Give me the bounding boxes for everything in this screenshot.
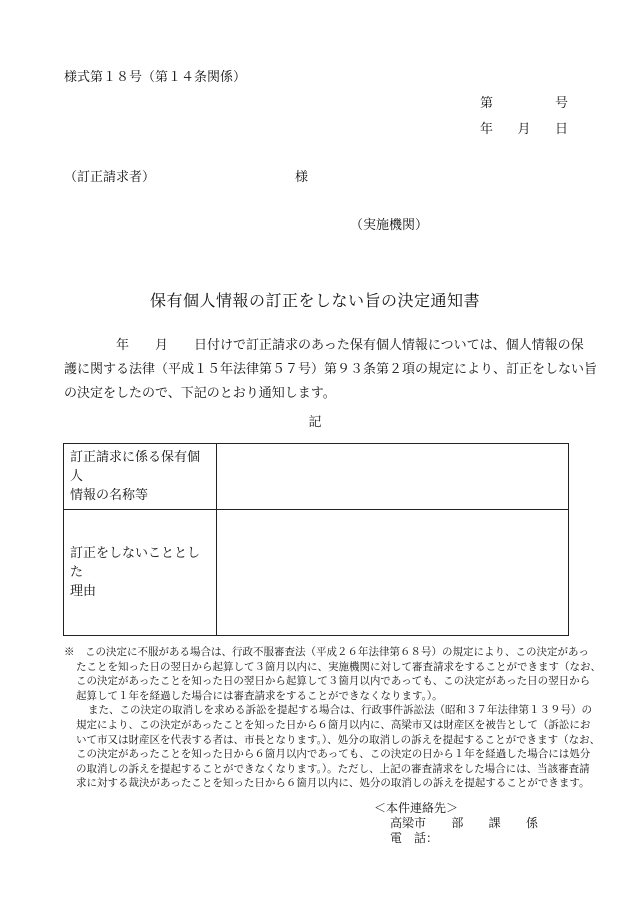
note-line: ※ この決定に不服がある場合は、行政不服審査法（平成２６年法律第６８号）の規定により、この決定があっ <box>64 646 589 658</box>
note-line: また、この決定の取消しを求める訴訟を提起する場合は、行政事件訴訟法（昭和３７年法律第１３９号）の <box>88 704 592 717</box>
label-line: 訂正請求に係る保有個人 <box>70 450 201 484</box>
ki-heading: 記 <box>308 415 322 430</box>
document-number-prefix: 第 <box>480 96 494 111</box>
contact-ka: 課 <box>488 816 501 830</box>
note-line: 規定により、この決定があったことを知った日から６箇月以内に、高梁市又は財産区を被告として（訴訟にお <box>76 718 591 731</box>
form-number: 様式第１８号（第１４条関係） <box>64 70 247 85</box>
date-year: 年 <box>480 122 494 137</box>
notes <box>64 645 601 791</box>
label-line: 訂正をしないこととした <box>70 546 201 580</box>
note-line: たことを知った日の翌日から起算して３箇月以内に、実施機関に対して審査請求をすることができます（なお、 <box>76 660 601 673</box>
date-day: 日 <box>554 122 568 137</box>
note-line: この決定があったことを知った日の翌日から起算して３箇月以内であっても、この決定があった日の翌日から <box>76 675 591 688</box>
honorific: 様 <box>295 170 309 185</box>
table-row <box>64 444 569 510</box>
table-label-reason <box>64 510 217 636</box>
requester-label: （訂正請求者） <box>64 170 156 185</box>
body-line: 護に関する法律（平成１５年法律第５７号）第９３条第２項の規定により、訂正をしない旨 <box>64 362 598 377</box>
note-line: いて市又は財産区を代表する者は、市長となります。）、処分の取消しの訴えを提起することができます（なお、 <box>76 733 601 746</box>
decision-table <box>63 443 569 636</box>
label-line: 情報の名称等 <box>70 488 149 503</box>
note-line: この決定があったことを知った日から６箇月以内であっても、この決定の日から１年を経過した場合には処分 <box>76 748 591 761</box>
agency-label: （実施機関） <box>350 218 429 233</box>
note-line: 起算して１年を経過した場合には審査請求をすることができなくなります。）。 <box>76 689 443 702</box>
document-number <box>480 92 568 111</box>
issue-date <box>480 118 568 137</box>
contact-city: 高梁市 <box>390 816 427 830</box>
contact-phone: 電 話： <box>390 831 439 845</box>
body-line: の決定をしたので、下記のとおり通知します。 <box>64 386 336 401</box>
table-label-info-name <box>64 444 217 510</box>
document-number-suffix: 号 <box>554 96 568 111</box>
note-line: 求に対する裁決があったことを知った日から６箇月以内に、処分の取消しの訴えを提起することができます。 <box>76 777 590 790</box>
table-value-reason <box>217 510 569 636</box>
contact-kakari: 係 <box>525 816 538 830</box>
document-title: 保有個人情報の訂正をしない旨の決定通知書 <box>149 291 480 310</box>
contact-header: ＜本件連絡先＞ <box>374 801 459 815</box>
body-text <box>64 334 598 406</box>
contact-bu: 部 <box>451 816 464 830</box>
date-month: 月 <box>517 122 531 137</box>
table-row <box>64 510 569 636</box>
note-line: の取消しの訴えを提起することができなくなります。）。ただし、上記の審査請求をした場合には、当該審査請 <box>76 762 590 775</box>
label-line: 理由 <box>70 584 97 599</box>
body-line: 年 月 日付けで訂正請求のあった保有個人情報については、個人情報の保 <box>64 338 584 353</box>
table-value-info-name <box>217 444 569 510</box>
